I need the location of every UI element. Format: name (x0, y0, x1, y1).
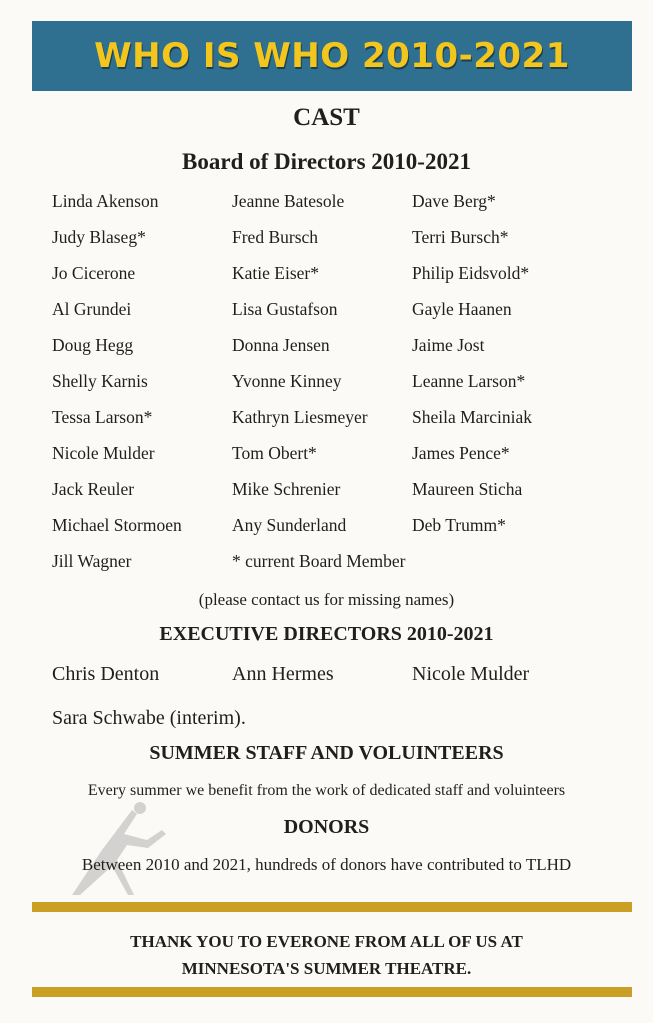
board-member: Donna Jensen (232, 335, 330, 355)
exec-heading: EXECUTIVE DIRECTORS 2010-2021 (159, 623, 494, 645)
board-member: Tessa Larson* (52, 407, 153, 427)
board-member: Jeanne Batesole (232, 191, 345, 211)
board-member: Mike Schrenier (232, 479, 341, 499)
page-title: WHO IS WHO 2010-2021 (94, 36, 570, 76)
board-member: Shelly Karnis (52, 371, 148, 391)
board-row (52, 263, 612, 287)
dancer-silhouette-icon (62, 800, 182, 900)
board-footnote: * current Board Member (232, 551, 406, 571)
thanks-line: THANK YOU TO EVERONE FROM ALL OF US AT (130, 932, 523, 951)
board-member: Nicole Mulder (52, 443, 155, 463)
thanks-message (0, 928, 653, 982)
staff-heading: SUMMER STAFF AND VOLUINTEERS (149, 742, 504, 764)
board-row (52, 551, 612, 575)
board-member: Any Sunderland (232, 515, 347, 535)
thanks-line: MINNESOTA'S SUMMER THEATRE. (181, 959, 472, 978)
exec-interim: Sara Schwabe (interim). (52, 707, 246, 729)
board-member: Judy Blaseg* (52, 227, 146, 247)
exec-director: Chris Denton (52, 663, 160, 685)
contact-note: (please contact us for missing names) (198, 590, 455, 609)
board-member: Sheila Marciniak (412, 407, 533, 427)
board-row (52, 407, 612, 431)
board-member: Al Grundei (52, 299, 132, 319)
board-member: Gayle Haanen (412, 299, 512, 319)
board-heading: Board of Directors 2010-2021 (182, 149, 471, 174)
exec-director: Nicole Mulder (412, 663, 530, 685)
board-member: Leanne Larson* (412, 371, 526, 391)
board-member: Katie Eiser* (232, 263, 319, 283)
board-member: Linda Akenson (52, 191, 159, 211)
board-row (52, 299, 612, 323)
board-member: Maureen Sticha (412, 479, 523, 499)
board-row (52, 335, 612, 359)
board-member: James Pence* (412, 443, 510, 463)
board-member: Deb Trumm* (412, 515, 506, 535)
board-row (52, 443, 612, 467)
board-member: Yvonne Kinney (232, 371, 342, 391)
board-member: Dave Berg* (412, 191, 496, 211)
donors-text: Between 2010 and 2021, hundreds of donors have contributed to TLHD (81, 855, 572, 874)
divider-bottom (32, 987, 632, 997)
board-member: Michael Stormoen (52, 515, 182, 535)
exec-director: Ann Hermes (232, 663, 334, 685)
donors-heading: DONORS (283, 816, 370, 838)
board-member: Tom Obert* (232, 443, 317, 463)
cast-heading: CAST (293, 104, 360, 131)
staff-text: Every summer we benefit from the work of dedicated staff and voluinteers (87, 782, 566, 799)
board-row (52, 371, 612, 395)
board-member: Jaime Jost (412, 335, 485, 355)
board-row (52, 191, 612, 215)
board-row (52, 515, 612, 539)
board-member: Lisa Gustafson (232, 299, 338, 319)
board-member: Kathryn Liesmeyer (232, 407, 368, 427)
board-member: Philip Eidsvold* (412, 263, 530, 283)
board-member: Jo Cicerone (52, 263, 136, 283)
divider-top (32, 902, 632, 912)
board-member: Jack Reuler (52, 479, 135, 499)
board-member: Terri Bursch* (412, 227, 509, 247)
board-member: Doug Hegg (52, 335, 134, 355)
title-banner (32, 21, 632, 91)
board-row (52, 479, 612, 503)
board-member: Fred Bursch (232, 227, 319, 247)
board-member: Jill Wagner (52, 551, 132, 571)
board-row (52, 227, 612, 251)
